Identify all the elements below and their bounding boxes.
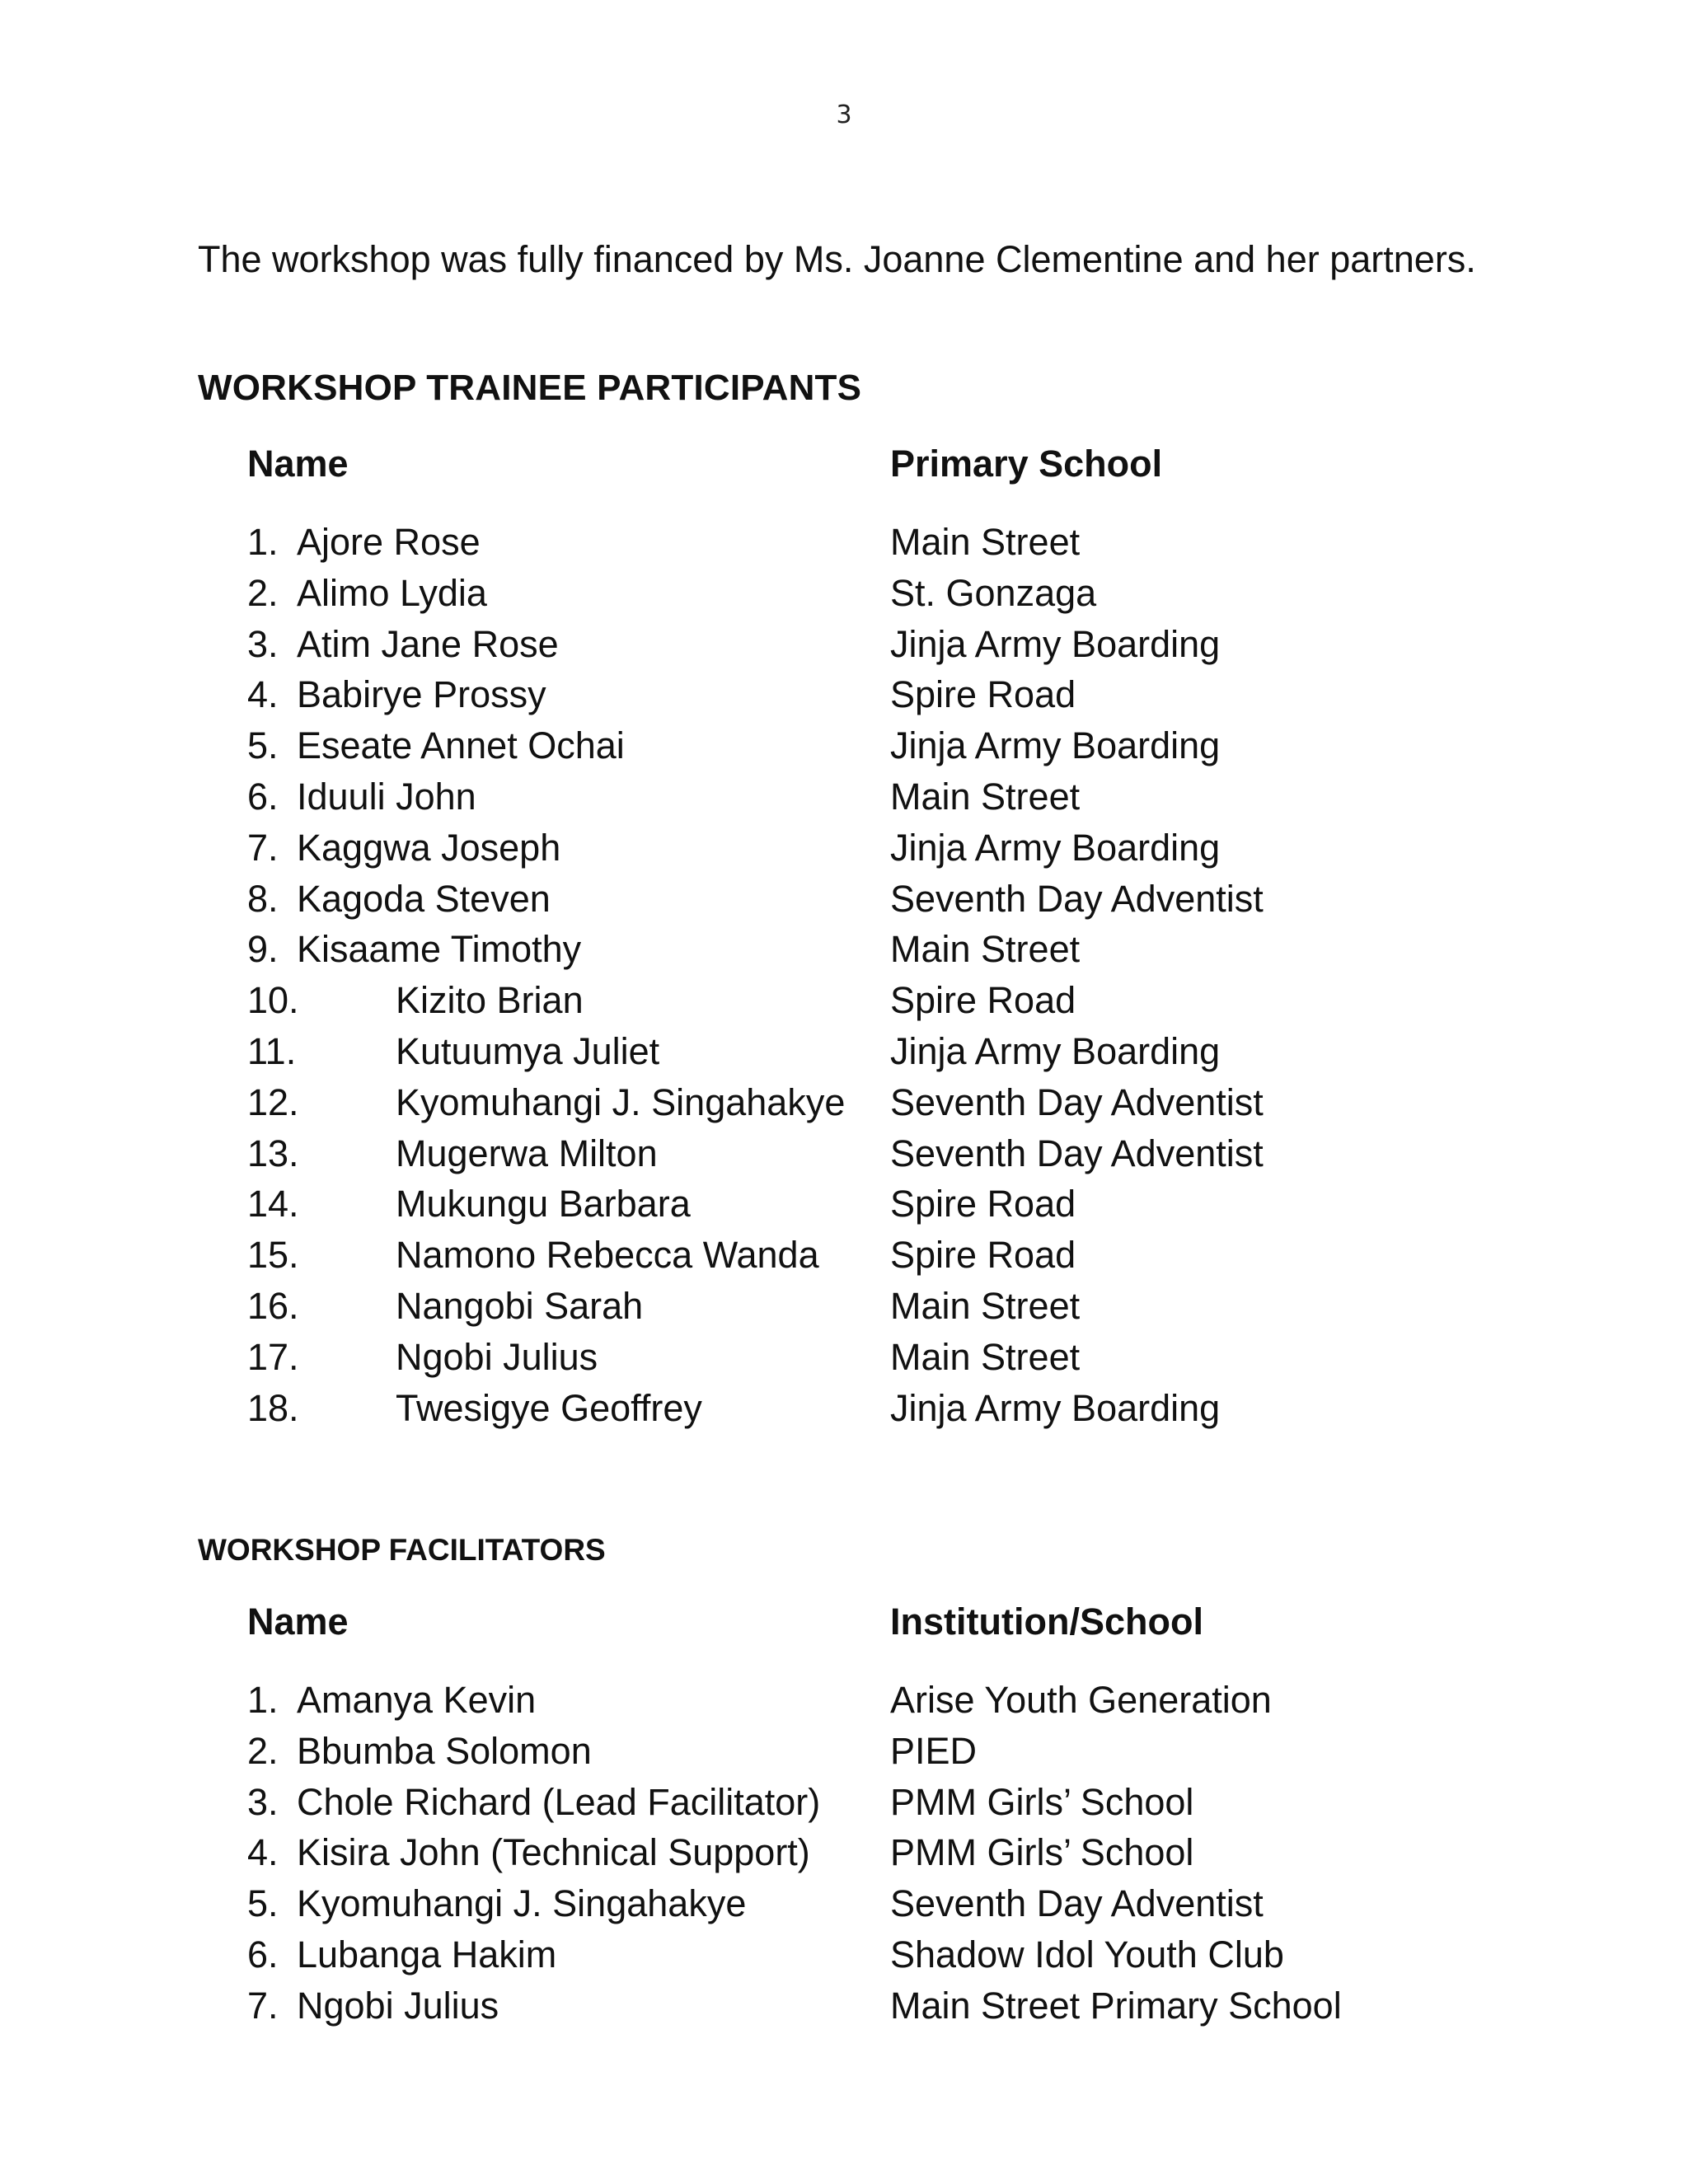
participant-row-number: 15.: [247, 1234, 299, 1277]
participant-row-name: Mukungu Barbara: [396, 1183, 691, 1226]
participant-row-name: Kutuumya Juliet: [396, 1029, 660, 1072]
participant-row-name: Ajore Rose: [297, 521, 481, 563]
participant-row-number: 10.: [247, 979, 299, 1022]
participant-row: [247, 572, 1484, 623]
participant-row-name: Nangobi Sarah: [396, 1284, 644, 1327]
participant-row-name: Ngobi Julius: [396, 1335, 598, 1378]
participant-row-number: 3.: [247, 622, 279, 665]
participant-row: [247, 1234, 1484, 1285]
participant-row-school: Jinja Army Boarding: [890, 1386, 1221, 1429]
facilitators-heading: WORKSHOP FACILITATORS: [198, 1533, 606, 1567]
participant-row: [247, 878, 1484, 929]
participant-row-number: 14.: [247, 1183, 299, 1226]
participant-row: [247, 1336, 1484, 1387]
participant-row-school: Jinja Army Boarding: [890, 826, 1221, 869]
participants-school-header: Primary School: [890, 443, 1163, 485]
facilitators-table: [247, 1601, 1484, 2036]
participant-row-number: 9.: [247, 928, 279, 971]
facilitator-row-institution: PMM Girls’ School: [890, 1780, 1194, 1823]
facilitator-row-number: 6.: [247, 1933, 279, 1975]
participant-row-number: 11.: [247, 1029, 297, 1072]
participant-row: [247, 1081, 1484, 1132]
participant-row-name: Atim Jane Rose: [297, 622, 559, 665]
participant-row-name: Twesigye Geoffrey: [396, 1386, 702, 1429]
facilitator-row-institution: PIED: [890, 1729, 978, 1772]
participant-row-number: 17.: [247, 1335, 299, 1378]
participants-list: [247, 521, 1484, 1437]
participant-row-name: Mugerwa Milton: [396, 1132, 658, 1174]
participant-row-name: Kyomuhangi J. Singahakye: [396, 1080, 846, 1123]
participant-row-name: Namono Rebecca Wanda: [396, 1234, 819, 1277]
facilitator-row-institution: Seventh Day Adventist: [890, 1882, 1264, 1925]
participant-row-number: 18.: [247, 1386, 299, 1429]
facilitators-list: [247, 1679, 1484, 2036]
facilitator-row-name: Chole Richard (Lead Facilitator): [297, 1780, 821, 1823]
participant-row: [247, 673, 1484, 724]
facilitator-row-number: 7.: [247, 1984, 279, 2027]
participant-row-school: Main Street: [890, 1284, 1081, 1327]
facilitator-row-number: 1.: [247, 1679, 279, 1721]
facilitator-row-name: Bbumba Solomon: [297, 1729, 592, 1772]
participant-row: [247, 827, 1484, 878]
participant-row-school: Seventh Day Adventist: [890, 877, 1264, 920]
facilitator-row-institution: Main Street Primary School: [890, 1984, 1342, 2027]
facilitator-row-number: 3.: [247, 1780, 279, 1823]
participant-row-school: Seventh Day Adventist: [890, 1132, 1264, 1174]
participant-row: [247, 1387, 1484, 1438]
participant-row-number: 5.: [247, 724, 279, 767]
participant-row-school: Jinja Army Boarding: [890, 622, 1221, 665]
participant-row: [247, 979, 1484, 1030]
participant-row-name: Kizito Brian: [396, 979, 584, 1022]
facilitator-row-institution: Shadow Idol Youth Club: [890, 1933, 1284, 1975]
participant-row: [247, 1132, 1484, 1183]
facilitators-institution-header: Institution/School: [890, 1601, 1203, 1643]
participant-row-name: Babirye Prossy: [297, 673, 546, 716]
facilitator-row: [247, 1882, 1484, 1933]
participant-row: [247, 1183, 1484, 1234]
facilitator-row-number: 5.: [247, 1882, 279, 1925]
participant-row-name: Alimo Lydia: [297, 571, 487, 614]
facilitator-row-name: Kyomuhangi J. Singahakye: [297, 1882, 747, 1925]
participant-row-school: Spire Road: [890, 673, 1076, 716]
participant-row-school: Jinja Army Boarding: [890, 724, 1221, 767]
facilitator-row: [247, 1933, 1484, 1985]
participant-row-name: Iduuli John: [297, 775, 476, 818]
participant-row-name: Kagoda Steven: [297, 877, 551, 920]
participant-row-school: Main Street: [890, 775, 1081, 818]
participant-row: [247, 776, 1484, 827]
participant-row-number: 12.: [247, 1080, 299, 1123]
participant-row-school: Main Street: [890, 521, 1081, 563]
page-number: 3: [836, 101, 852, 129]
facilitator-row: [247, 1679, 1484, 1730]
participant-row-name: Eseate Annet Ochai: [297, 724, 625, 767]
facilitator-row: [247, 1831, 1484, 1882]
participant-row-number: 2.: [247, 571, 279, 614]
participant-row-number: 16.: [247, 1284, 299, 1327]
participant-row-number: 7.: [247, 826, 279, 869]
participant-row-school: Spire Road: [890, 1234, 1076, 1277]
facilitator-row-institution: PMM Girls’ School: [890, 1831, 1194, 1874]
participant-row: [247, 724, 1484, 776]
participants-name-header: Name: [247, 443, 349, 485]
facilitator-row-number: 4.: [247, 1831, 279, 1874]
participant-row: [247, 623, 1484, 674]
participants-heading: WORKSHOP TRAINEE PARTICIPANTS: [198, 368, 862, 408]
participant-row-number: 8.: [247, 877, 279, 920]
participants-header-row: [247, 443, 1484, 494]
participant-row-name: Kaggwa Joseph: [297, 826, 561, 869]
participant-row-number: 1.: [247, 521, 279, 563]
participant-row: [247, 1030, 1484, 1081]
participants-table: [247, 443, 1484, 1437]
participant-row-school: Seventh Day Adventist: [890, 1080, 1264, 1123]
participant-row-school: Jinja Army Boarding: [890, 1029, 1221, 1072]
intro-paragraph: The workshop was fully financed by Ms. Joanne Clementine and her partners.: [198, 238, 1476, 280]
participant-row: [247, 928, 1484, 979]
facilitators-header-row: [247, 1601, 1484, 1652]
participant-row-school: Main Street: [890, 1335, 1081, 1378]
participant-row: [247, 1285, 1484, 1336]
participant-row: [247, 521, 1484, 572]
participant-row-school: Spire Road: [890, 979, 1076, 1022]
facilitator-row-institution: Arise Youth Generation: [890, 1679, 1272, 1721]
participant-row-name: Kisaame Timothy: [297, 928, 582, 971]
participant-row-school: Main Street: [890, 928, 1081, 971]
facilitator-row: [247, 1985, 1484, 2036]
participant-row-number: 4.: [247, 673, 279, 716]
facilitator-row-name: Kisira John (Technical Support): [297, 1831, 810, 1874]
facilitator-row: [247, 1781, 1484, 1832]
facilitators-name-header: Name: [247, 1601, 349, 1643]
facilitator-row-name: Ngobi Julius: [297, 1984, 499, 2027]
participant-row-school: St. Gonzaga: [890, 571, 1097, 614]
participant-row-number: 6.: [247, 775, 279, 818]
facilitator-row: [247, 1730, 1484, 1781]
participant-row-number: 13.: [247, 1132, 299, 1174]
facilitator-row-number: 2.: [247, 1729, 279, 1772]
participant-row-school: Spire Road: [890, 1183, 1076, 1226]
facilitator-row-name: Amanya Kevin: [297, 1679, 537, 1721]
facilitator-row-name: Lubanga Hakim: [297, 1933, 557, 1975]
